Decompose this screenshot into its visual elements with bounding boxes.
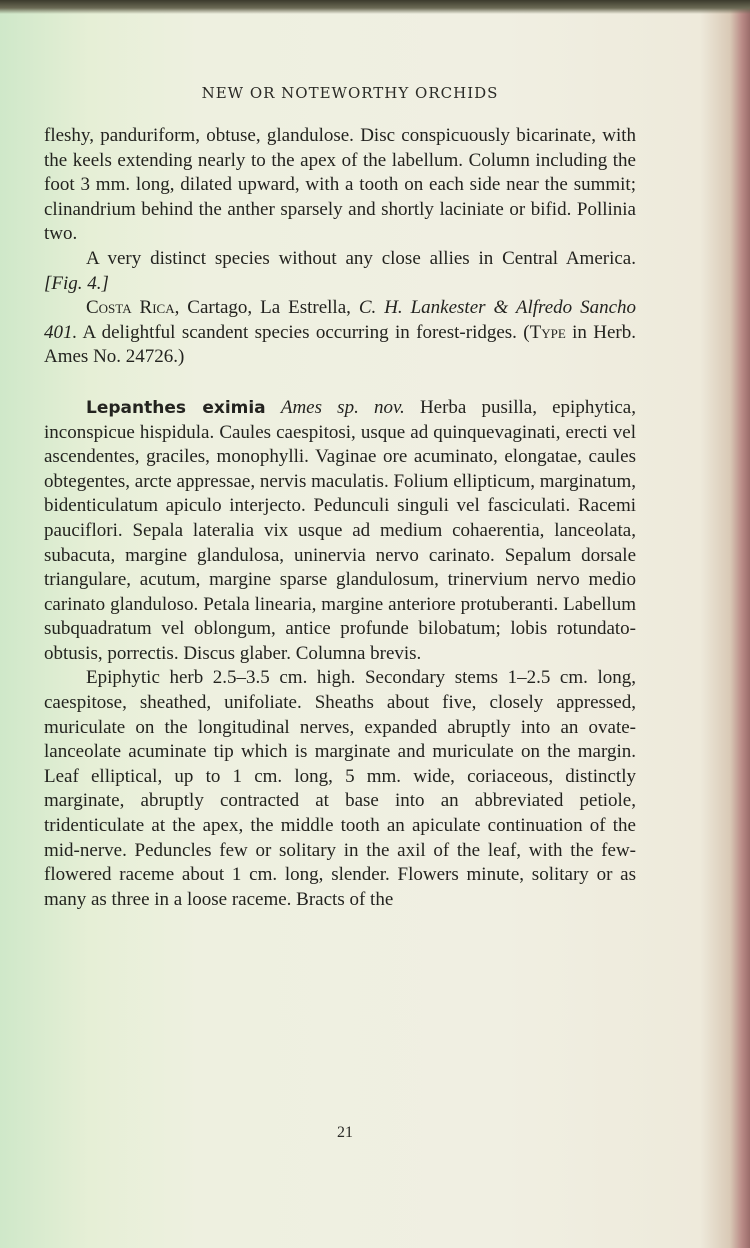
specimen-collectors: C. H. Lankester & Alfredo Sancho 401. bbox=[44, 297, 637, 343]
body-text bbox=[44, 124, 636, 912]
section-gap bbox=[44, 370, 636, 396]
type-label: Type bbox=[529, 321, 566, 343]
specimen-country: Costa Rica bbox=[86, 297, 175, 319]
paragraph-specimen bbox=[44, 296, 636, 370]
latin-diagnosis: Herba pusilla, epiphytica, inconspicue hispidula. Caules caespitosi, usque ad quinquevaginati, erecti vel ascendentes, graciles, monophylli. Vaginae ore acuminato, elongatae, caules obtegentes, arcte appressae, nervis maculatis. Folium ellipticum, marginatum, bidenticulatum apiculo interjecto. Pedunculi singuli vel fasciculati. Racemi pauciflori. Sepala lateralia vix usque ad medium cohaerentia, lanceolata, subacuta, margine glandulosa, uninervia nervo carinato. Sepalum dorsale triangulare, acutum, margine sparse glandulosum, trinervium nervo medio carinato glanduloso. Petala linearia, margine anteriore protuberanti. Labellum subquadratum vel oblongum, antice profunde bilobatum; lobis rotundato-obtusis, porrectis. Discus glaber. Columna brevis. bbox=[44, 396, 636, 664]
paragraph-latin-diagnosis bbox=[44, 396, 636, 667]
remarks-text: A very distinct species without any close allies in Central America. bbox=[86, 247, 636, 269]
specimen-notes: A delightful scandent species occurring in forest-ridges. ( bbox=[77, 321, 530, 343]
specimen-locality: , Cartago, La Estrella, bbox=[174, 297, 359, 319]
figure-reference: [Fig. 4.] bbox=[44, 272, 109, 294]
species-name: Lepanthes eximia bbox=[86, 397, 266, 418]
paragraph-remarks bbox=[44, 247, 636, 296]
species-author: Ames sp. nov. bbox=[280, 396, 405, 418]
herbarium-reference: in Herb. Ames No. 24726.) bbox=[44, 321, 637, 368]
page-number: 21 bbox=[337, 1124, 353, 1141]
paragraph-description: Epiphytic herb 2.5–3.5 cm. high. Secondary stems 1–2.5 cm. long, caespitose, sheathed, unifoliate. Sheaths about five, closely appressed, muriculate on the longitudinal nerves, expanded abruptly into an ovate-lanceolate acuminate tip which is marginate and muriculate on the margin. Leaf elliptical, up to 1 cm. long, 5 mm. wide, coriaceous, distinctly marginate, abruptly contracted at base into an abbreviated petiole, tridenticulate at the apex, the middle tooth an apiculate continuation of the mid-nerve. Peduncles few or solitary in the axil of the leaf, with the few-flowered raceme about 1 cm. long, slender. Flowers minute, solitary or as many as three in a loose raceme. Bracts of the bbox=[44, 667, 636, 910]
running-header: NEW OR NOTEWORTHY ORCHIDS bbox=[201, 84, 499, 102]
paragraph-continuation: fleshy, panduriform, obtuse, glandulose. Disc conspicuously bicarinate, with the keels extending nearly to the apex of the labellum. Column including the foot 3 mm. long, dilated upward, with a tooth on each side near the summit; clinandrium behind the anther sparsely and shortly laciniate or bifid. Pollinia two. bbox=[44, 125, 636, 245]
page-top-shadow bbox=[0, 0, 750, 14]
